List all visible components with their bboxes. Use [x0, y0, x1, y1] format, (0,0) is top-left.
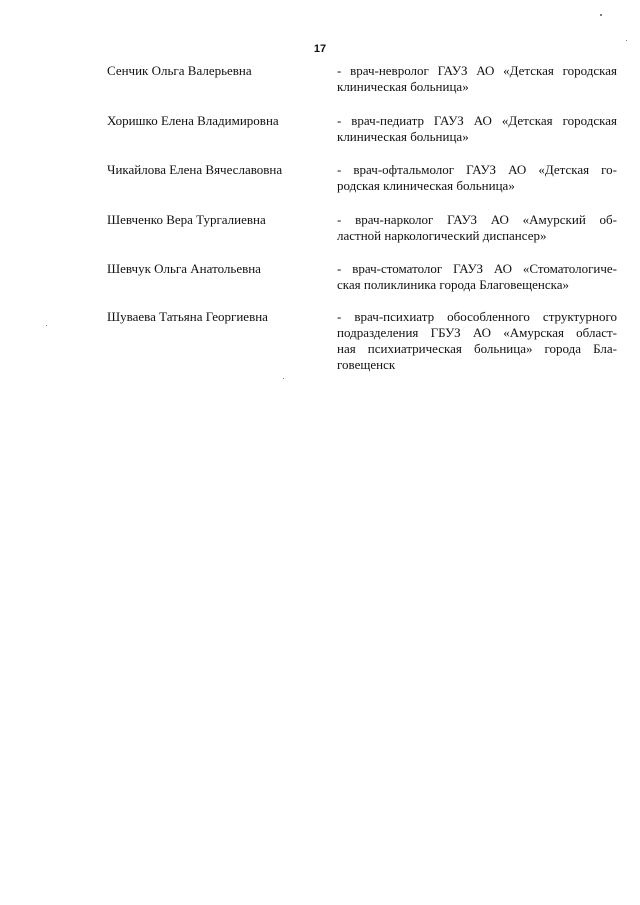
person-name: Шевченко Вера Тургалиевна [107, 212, 266, 227]
scan-speck [626, 40, 627, 41]
person-name: Чикайлова Елена Вячеславовна [107, 162, 283, 177]
person-name: Сенчик Ольга Валерьевна [107, 63, 252, 78]
person-position [337, 261, 617, 293]
position-line: клиническая больница» [337, 129, 469, 144]
position-line: родская клиническая больница» [337, 178, 515, 193]
scan-speck [46, 325, 47, 326]
person-name: Шевчук Ольга Анатольевна [107, 261, 261, 276]
scan-speck [600, 14, 602, 16]
position-line: говещенск [337, 357, 396, 372]
position-line: - врач-педиатр ГАУЗ АО «Детская городская [337, 113, 617, 128]
position-line: - врач-нарколог ГАУЗ АО «Амурский об- [337, 212, 617, 227]
person-position [337, 162, 617, 194]
person-position [337, 63, 617, 95]
position-line: ластной наркологический диспансер» [337, 228, 547, 243]
page-number: 17 [313, 43, 327, 55]
person-position [337, 113, 617, 145]
position-line: - врач-психиатр обособленного структурного [337, 309, 617, 324]
position-line: ская поликлиника города Благовещенска» [337, 277, 569, 292]
person-position [337, 212, 617, 244]
position-line: - врач-офтальмолог ГАУЗ АО «Детская го- [337, 162, 617, 177]
position-line: ная психиатрическая больница» города Бла- [337, 341, 617, 356]
position-line: - врач-стоматолог ГАУЗ АО «Стоматологиче- [337, 261, 617, 276]
position-line: клиническая больница» [337, 79, 469, 94]
scan-speck [283, 378, 284, 379]
person-position [337, 309, 617, 373]
person-name: Шуваева Татьяна Георгиевна [107, 309, 268, 324]
person-name: Хоришко Елена Владимировна [107, 113, 279, 128]
position-line: - врач-невролог ГАУЗ АО «Детская городская [337, 63, 617, 78]
position-line: подразделения ГБУЗ АО «Амурская област- [337, 325, 617, 340]
